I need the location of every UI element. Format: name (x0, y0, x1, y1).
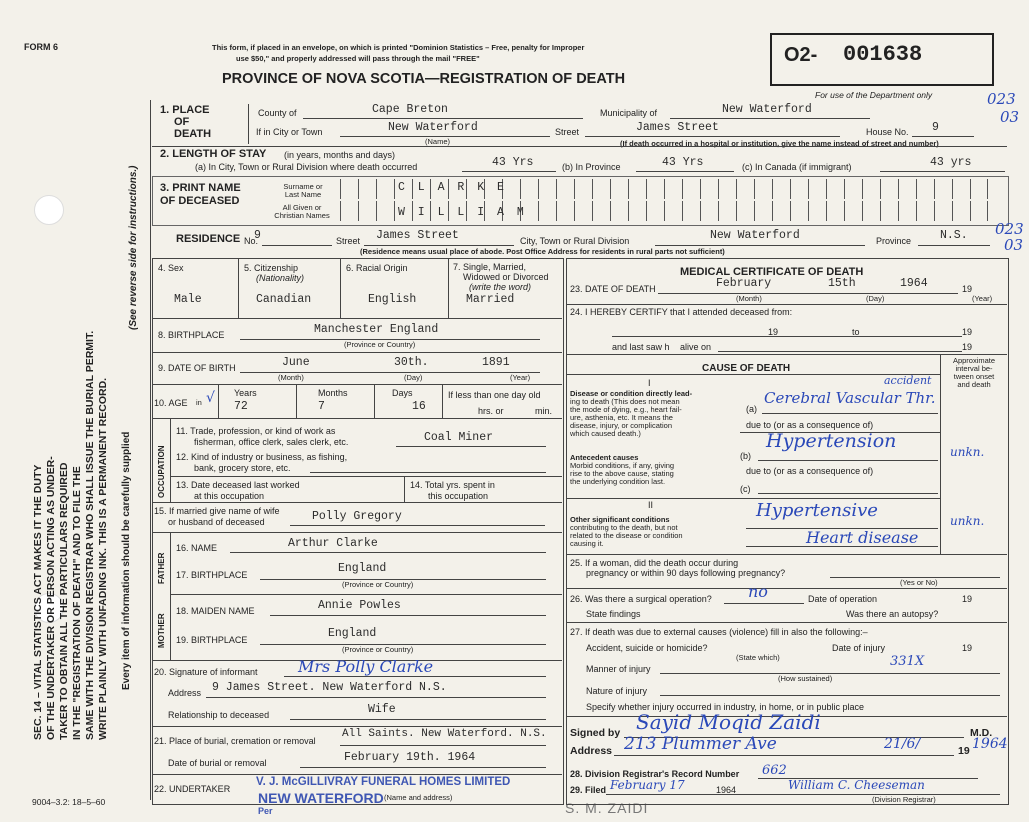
cause-b-value: Hypertension (766, 430, 897, 452)
envelope-note-2: use $50," and properly addressed will pass through the mail "FREE" (236, 54, 480, 63)
residence-no-value: 9 (254, 229, 261, 242)
doctor-signature: Sayid Moqid Zaidi (636, 710, 821, 734)
residence-province-label: Province (876, 236, 912, 246)
birthplace-hint: (Province or Country) (344, 340, 416, 349)
q25-label-1: 25. If a woman, did the death occur during (570, 558, 739, 568)
citizen-label: 5. Citizenship (244, 263, 299, 273)
injury-date-label: Date of injury (832, 643, 886, 653)
cause-b-due: due to (or as a consequence of) (746, 466, 874, 476)
residence-code-1: 023 (995, 220, 1024, 238)
marital-value: Married (466, 293, 515, 306)
stay-b-label: (b) In Province (562, 162, 621, 172)
side-reverse-note: (See reverse side for instructions.) (128, 165, 139, 330)
industry-label-1: 12. Kind of industry or business, as fishing, (176, 452, 348, 462)
days-label: Days (392, 388, 413, 398)
doctor-address: 213 Plummer Ave (624, 734, 777, 754)
stay-a-label: (a) In City, Town or Rural Division where death occurred (195, 162, 418, 172)
sex-label: 4. Sex (158, 263, 184, 273)
county-value: Cape Breton (372, 103, 448, 116)
medical-row4-line (566, 588, 1007, 589)
industry-label-2: bank, grocery store, etc. (194, 463, 291, 473)
autopsy-label: Was there an autopsy? (846, 609, 939, 619)
dob-month: June (282, 356, 310, 369)
personal-row3-line (152, 384, 562, 385)
father-name-label: 16. NAME (176, 543, 218, 553)
street-value: James Street (636, 121, 719, 134)
municipality-value: New Waterford (722, 103, 812, 116)
department-code-1: 023 (987, 90, 1016, 108)
last-saw-19: 19 (962, 342, 973, 352)
residence-street-value: James Street (376, 229, 459, 242)
other-cause-2: Heart disease (806, 528, 919, 547)
how-sustained-hint: (How sustained) (778, 674, 833, 683)
given-value: W I L L I A M (398, 206, 527, 219)
informant-signature: Mrs Polly Clarke (298, 657, 434, 676)
doctor-address-line (614, 755, 954, 756)
father-vertical: FATHER (157, 552, 166, 584)
cause-a-line (762, 413, 938, 414)
stay-b-value: 43 Yrs (662, 156, 704, 169)
deceased-label: 3. PRINT NAME OF DECEASED (160, 182, 241, 207)
given-label: All Given or Christian Names (274, 203, 330, 220)
disease-label: Disease or condition directly lead- ing to death (This does not mean the mode of dying, e.g., heart fail- ure, asthenia, etc. It means the disease, injury, or complication which caused death.) (570, 389, 693, 438)
mother-name-value: Annie Powles (318, 599, 401, 612)
medical-row1-line (566, 304, 1007, 305)
personal-row2-line (152, 352, 562, 353)
dob-label: 9. DATE OF BIRTH (158, 363, 236, 373)
address-year: 1964 (972, 736, 1008, 752)
part-one: I (648, 378, 651, 388)
accident-label: Accident, suicide or homicide? (586, 643, 708, 653)
stay-a-value: 43 Yrs (492, 156, 534, 169)
q26-line (724, 603, 804, 604)
certify-label: 24. I HEREBY CERTIFY that I attended deceased from: (570, 307, 793, 317)
nature-line (660, 695, 1000, 696)
months-label: Months (318, 388, 348, 398)
interval-divider (940, 354, 941, 554)
age-div-3 (374, 384, 375, 418)
personal-row5-line (152, 502, 562, 503)
father-birthplace-label: 17. BIRTHPLACE (176, 570, 248, 580)
personal-row1-line (152, 318, 562, 319)
father-birthplace-value: England (338, 562, 387, 575)
burial-date-label: Date of burial or removal (168, 758, 267, 768)
county-label: County of (258, 108, 297, 118)
stay-b-line (636, 171, 734, 172)
municipality-line (670, 118, 870, 119)
trade-value: Coal Miner (424, 431, 494, 444)
street-label: Street (555, 127, 580, 137)
filed-label: 29. Filed (570, 785, 607, 795)
dob-day-hint: (Day) (404, 373, 423, 382)
operation-value: no (748, 582, 768, 601)
cause-b-interval: unkn. (950, 445, 985, 459)
residence-note: (Residence means usual place of abode. Post Office Address for residents in rural parts not sufficient) (360, 247, 725, 256)
racial-divider (448, 258, 449, 318)
occupation-vertical: OCCUPATION (157, 445, 166, 498)
trade-label-1: 11. Trade, profession, or kind of work as (176, 426, 336, 436)
house-label: House No. (866, 127, 909, 137)
main-left-border (150, 100, 151, 800)
cause-c-line (758, 493, 938, 494)
dob-day: 30th. (394, 356, 429, 369)
burial-place-value: All Saints. New Waterford. N.S. (342, 728, 547, 740)
stay-a-line (462, 171, 556, 172)
sex-divider (238, 258, 239, 318)
alive-on-label: alive on (680, 342, 712, 352)
occupation-divider (170, 418, 171, 502)
filed-date: February 17 (610, 778, 685, 792)
attended-line (612, 336, 962, 337)
interval-label: Approximate interval be- tween onset and death (952, 356, 996, 389)
registration-prefix: O2- (784, 44, 818, 66)
house-value: 9 (932, 121, 939, 134)
days-value: 16 (412, 400, 426, 413)
envelope-note-1: This form, if placed in an envelope, on which is printed "Dominion Statistics – Free, penalty for Improper (212, 43, 585, 52)
signed-by-label: Signed by (570, 727, 621, 739)
dob-month-hint: (Month) (278, 373, 304, 382)
cause-part2-line (566, 498, 940, 499)
residence-code-2: 03 (1004, 236, 1024, 254)
years-label: Years (234, 388, 257, 398)
attended-19b: 19 (962, 327, 973, 337)
undertaker-stamp-line2: NEW WATERFORD (258, 790, 384, 806)
father-name-value: Arthur Clarke (288, 537, 378, 550)
age-div-2 (296, 384, 297, 418)
cause-a-note: accident (884, 374, 932, 387)
department-code-2: 03 (1000, 108, 1020, 126)
residence-city-line (655, 245, 865, 246)
q27-label: 27. If death was due to external causes (violence) fill in also the following:– (570, 627, 868, 637)
marital-label: 7. Single, Married, Widowed or Divorced (write the word) (453, 262, 549, 292)
informant-sig-label: 20. Signature of informant (154, 667, 258, 677)
q25-hint: (Yes or No) (900, 578, 938, 587)
undertaker-label: 22. UNDERTAKER (154, 784, 231, 794)
doctor-address-date: 21/6/ (884, 736, 921, 752)
stay-c-line (880, 171, 1005, 172)
city-name-hint: (Name) (425, 137, 451, 146)
relationship-value: Wife (368, 703, 396, 716)
burial-place-line (340, 745, 546, 746)
address-nineteen: 19 (958, 745, 970, 757)
place-label: 1. PLACE OF DEATH (160, 104, 212, 140)
other-cause-interval: unkn. (950, 514, 985, 528)
injury-date-19: 19 (962, 643, 973, 653)
residence-street-label: Street (336, 236, 361, 246)
stay-c-label: (c) In Canada (if immigrant) (742, 162, 852, 172)
medical-row5-line (566, 622, 1007, 623)
residence-province-line (918, 245, 990, 246)
stay-hint: (in years, months and days) (284, 150, 396, 160)
department-use-note: For use of the Department only (815, 90, 933, 100)
city-label: If in City or Town (256, 127, 323, 137)
death-day-hint: (Day) (866, 294, 885, 303)
last-saw-line (718, 351, 962, 352)
antecedent-label: Antecedent causes Morbid conditions, if any, giving rise to the above cause, stating the underlying condition last. (570, 453, 675, 486)
informant-address-line (206, 697, 546, 698)
form-number: FORM 6 (24, 42, 59, 52)
house-line (912, 136, 974, 137)
wife-line (290, 525, 545, 526)
age-label: 10. AGE (154, 398, 188, 408)
personal-row4-line (152, 418, 562, 419)
division-registrar-hint: (Division Registrar) (872, 795, 936, 804)
death-date-line (658, 293, 958, 294)
punch-hole-top (34, 195, 64, 225)
sex-value: Male (174, 293, 202, 306)
operation-date-label: Date of operation (808, 594, 878, 604)
q26-label: 26. Was there a surgical operation? (570, 594, 712, 604)
personal-row6-line (152, 532, 562, 533)
mother-name-label: 18. MAIDEN NAME (176, 606, 255, 616)
parents-split-line (170, 594, 562, 595)
mother-vertical: MOTHER (157, 613, 166, 648)
residence-street-line (364, 245, 514, 246)
registration-number: 001638 (843, 42, 923, 67)
death-month-hint: (Month) (736, 294, 762, 303)
industry-injury-label: Specify whether injury occurred in industry, in home, or in public place (586, 702, 864, 712)
cause-a-mark: (a) (746, 404, 757, 414)
residence-city-label: City, Town or Rural Division (520, 236, 630, 246)
spent-label-1: 14. Total yrs. spent in (410, 480, 495, 490)
residence-label: RESIDENCE (176, 233, 241, 245)
accident-hint: (State which) (736, 653, 780, 662)
cause-a-value: Cerebral Vascular Thr. (764, 389, 936, 407)
manner-code: 331X (890, 654, 925, 669)
cause-c-mark: (c) (740, 484, 751, 494)
state-findings-label: State findings (586, 609, 641, 619)
surname-label: Surname or Last Name (283, 182, 323, 199)
residence-no-label: No. (244, 236, 259, 246)
age-div-4 (442, 384, 443, 418)
years-value: 72 (234, 400, 248, 413)
mother-name-line (270, 615, 546, 616)
operation-date-19: 19 (962, 594, 973, 604)
cause-b-mark: (b) (740, 451, 751, 461)
q25-label-2: pregnancy or within 90 days following pregnancy? (586, 568, 786, 578)
parents-divider (170, 532, 171, 660)
lessday-min: min. (535, 406, 553, 416)
attended-19a: 19 (768, 327, 779, 337)
death-day: 15th (828, 277, 856, 290)
stay-label: 2. LENGTH OF STAY (160, 148, 267, 160)
wife-label-1: 15. If married give name of wife (154, 506, 280, 516)
manner-label: Manner of injury (586, 664, 651, 674)
informant-address: 9 James Street. New Waterford N.S. (212, 681, 447, 694)
undertaker-stamp-line1: V. J. McGILLIVRAY FUNERAL HOMES LIMITED (256, 776, 511, 788)
medical-row3-line (566, 554, 1007, 555)
burial-date-value: February 19th. 1964 (344, 751, 476, 764)
medical-title: MEDICAL CERTIFICATE OF DEATH (680, 266, 864, 278)
citizen-hint: (Nationality) (256, 273, 305, 283)
form-title: PROVINCE OF NOVA SCOTIA—REGISTRATION OF DEATH (222, 71, 626, 87)
death-date-label: 23. DATE OF DEATH (570, 284, 656, 294)
birthplace-label: 8. BIRTHPLACE (158, 330, 225, 340)
wife-label-2: or husband of deceased (168, 517, 265, 527)
citizen-value: Canadian (256, 293, 312, 306)
death-year: 1964 (900, 277, 928, 290)
informant-sig-line (284, 676, 546, 677)
record-number: 662 (762, 763, 787, 778)
death-month: February (716, 277, 772, 290)
side-instructions: SEC. 14 – VITAL STATISTICS ACT MAKES IT THE DUTY OF THE UNDERTAKER OR PERSON ACTING AS UNDER- TAKER TO OBTAIN ALL THE PARTICULARS REQUIRED IN THE "REGISTRATION OF DEATH" AND TO FILE THE SAME WITH THE DIVISION REGISTRAR WHO SHALL ISSUE THE BURIAL PERMIT. WRITE PLAINLY WITH UNFADING INK. THIS IS A PERMANENT RECORD. (32, 330, 109, 740)
place-bracket (248, 104, 249, 144)
spent-label-2: this occupation (428, 491, 489, 501)
municipality-label: Municipality of (600, 108, 658, 118)
relationship-label: Relationship to deceased (168, 710, 270, 720)
racial-value: English (368, 293, 417, 306)
lessday-hrs: hrs. or (478, 406, 504, 416)
trade-line (396, 446, 546, 447)
residence-province-value: N.S. (940, 229, 968, 242)
mother-birthplace-value: England (328, 627, 377, 640)
age-in-mark: in (196, 398, 202, 407)
cause-b-line (758, 460, 938, 461)
form-code: 9004–3.2: 18–5–60 (32, 797, 106, 807)
trade-label-2: fisherman, office clerk, sales clerk, etc. (194, 437, 349, 447)
other-conditions-label: Other significant conditions contributing to the death, but not related to the disease or condition causing it. (570, 515, 683, 548)
burial-date-line (300, 767, 546, 768)
surname-value: C L A R K E (398, 181, 507, 194)
lastwork-divider (404, 476, 405, 502)
attended-to: to (852, 327, 860, 337)
undertaker-stamp-per: Per (258, 806, 273, 816)
county-line (303, 118, 583, 119)
lastwork-label-1: 13. Date deceased last worked (176, 480, 300, 490)
filed-line (606, 794, 1000, 795)
father-name-line (230, 552, 546, 553)
industry-line (310, 472, 546, 473)
street-line (585, 136, 840, 137)
hospital-note: (If death occurred in a hospital or institution, give the name instead of street and number) (620, 139, 939, 148)
lastwork-label-2: at this occupation (194, 491, 265, 501)
dob-year: 1891 (482, 356, 510, 369)
burial-place-label: 21. Place of burial, cremation or removal (154, 736, 316, 746)
doctor-name-stamp: S. M. ZAIDI (565, 800, 649, 816)
father-birthplace-hint: (Province or Country) (342, 580, 414, 589)
informant-address-label: Address (168, 688, 202, 698)
wife-value: Polly Gregory (312, 510, 402, 523)
cause-a-due: due to (or as a consequence of) (746, 420, 874, 430)
filed-year: 1964 (716, 785, 737, 795)
residence-city-value: New Waterford (710, 229, 800, 242)
city-value: New Waterford (388, 121, 478, 134)
dob-year-hint: (Year) (510, 373, 531, 382)
months-value: 7 (318, 400, 325, 413)
undertaker-name-hint: (Name and address) (384, 793, 453, 802)
personal-row8-line (152, 726, 562, 727)
personal-row9-line (152, 774, 562, 775)
doctor-address-label: Address (570, 745, 613, 757)
last-saw-label: and last saw h (612, 342, 670, 352)
age-div-1 (218, 384, 219, 418)
occupation-split-line (170, 476, 562, 477)
birthplace-value: Manchester England (314, 323, 439, 336)
residence-no-line (262, 245, 332, 246)
death-year-hint: (Year) (972, 294, 993, 303)
racial-label: 6. Racial Origin (346, 263, 408, 273)
death-nineteen: 19 (962, 284, 973, 294)
age-check-mark: √ (206, 390, 215, 406)
mother-birthplace-hint: (Province or Country) (342, 645, 414, 654)
relationship-line (290, 719, 546, 720)
registrar-signature: William C. Cheeseman (788, 778, 925, 792)
stay-top-line (152, 146, 1007, 147)
cause-title: CAUSE OF DEATH (702, 363, 791, 374)
nature-label: Nature of injury (586, 686, 648, 696)
md-label: M.D. (970, 727, 993, 739)
side-instructions-extra: Every item of information should be carefully supplied (121, 431, 132, 690)
citizen-divider (340, 258, 341, 318)
part-two: II (648, 500, 654, 510)
lessday-label: If less than one day old (448, 390, 541, 400)
other-cause-1: Hypertensive (756, 500, 878, 521)
mother-birthplace-label: 19. BIRTHPLACE (176, 635, 248, 645)
stay-c-value: 43 yrs (930, 156, 972, 169)
record-number-label: 28. Division Registrar's Record Number (570, 769, 740, 779)
